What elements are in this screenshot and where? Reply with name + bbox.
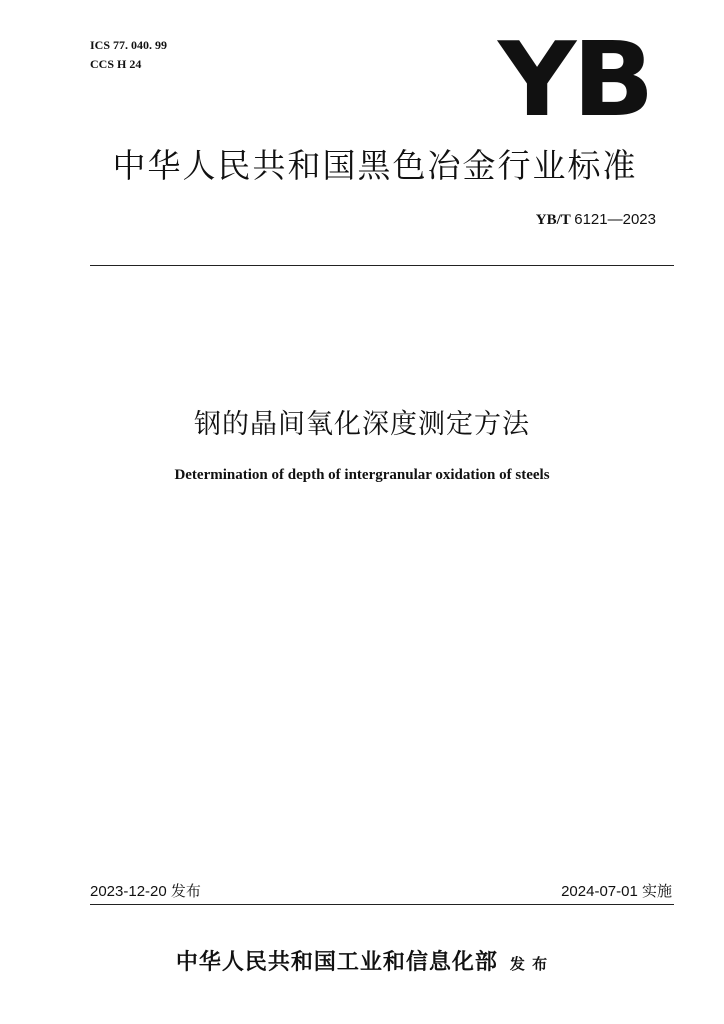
implementation-date: 2024-07-01 实施 [561, 883, 672, 900]
top-divider [90, 265, 674, 266]
publisher-name: 中华人民共和国工业和信息化部 [175, 949, 498, 975]
standard-category-title: 中华人民共和国黑色冶金行业标准 [112, 146, 638, 185]
document-title-chinese: 钢的晶间氧化深度测定方法 [194, 409, 530, 440]
issue-date: 2023-12-20 发布 [90, 883, 201, 900]
document-title-english: Determination of depth of intergranular oxidation of steels [174, 467, 550, 483]
yb-logo: YB [498, 20, 651, 140]
ics-code: ICS 77. 040. 99 [90, 38, 168, 52]
standard-number [536, 211, 656, 229]
standard-code: 6121—2023 [574, 211, 656, 228]
publisher-suffix: 发 布 [509, 955, 549, 973]
ccs-code: CCS H 24 [90, 57, 142, 71]
publisher [0, 945, 724, 976]
bottom-divider [90, 904, 674, 905]
standard-prefix: YB/T [535, 212, 571, 228]
classification-codes [90, 36, 167, 74]
